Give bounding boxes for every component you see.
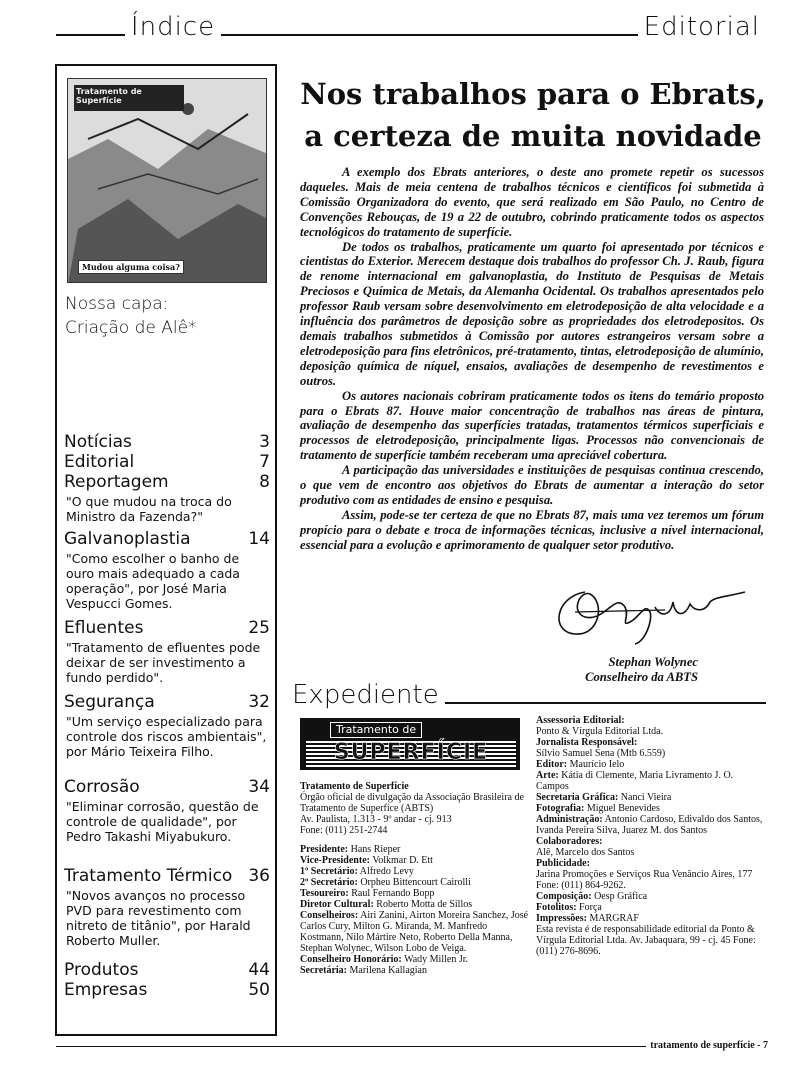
editorial-paragraph: Assim, pode-se ter certeza de que no Ebrats 87, mais uma vez teremos um fórum propício para o debate e troca de informações técnicas, inclusive a nível internacional, essencial para a evolução e aprimoramento de qualquer setor produtivo.	[300, 507, 764, 552]
toc-title: Empresas	[64, 980, 148, 1000]
header-rule	[288, 34, 638, 36]
toc-page: 36	[248, 866, 270, 886]
toc-item[interactable]	[64, 866, 270, 948]
toc-title: Editorial	[64, 452, 135, 472]
index-header	[56, 8, 290, 42]
masthead-line: Impressões: MARGRAF	[536, 913, 639, 924]
toc-page: 34	[248, 777, 270, 797]
cover-label: Nossa capa:	[65, 294, 169, 314]
masthead-line: Conselheiro Honorário: Wady Millen Jr.	[300, 954, 469, 965]
editorial-paragraph: A exemplo dos Ebrats anteriores, o deste ano promete repetir os sucessos daqueles. Mais de meia centena de trabalhos técnicos e científicos foi submetida à Comissão Organizadora do evento, que será realizado em São Paulo, no Centro de Convenções Rebouças, de 19 a 22 de outubro, cobrindo praticamente todos os aspectos tecnológicos do tratamento de superfície.	[300, 165, 764, 239]
toc-desc: "Novos avanços no processo PVD para revestimento com nitreto de titânio", por Harald Roberto Muller.	[66, 888, 251, 948]
masthead-line: Secretaria Gráfica: Nanci Vieira	[536, 792, 672, 803]
header-rule	[445, 702, 766, 704]
masthead-line: Vice-Presidente: Volkmar D. Ett	[300, 855, 433, 866]
footer-folio: tratamento de superfície - 7	[650, 1040, 768, 1051]
toc-item[interactable]	[64, 777, 270, 844]
cover-caption: Mudou alguma coisa?	[78, 260, 184, 274]
footer-rule	[56, 1046, 646, 1047]
toc-item[interactable]	[64, 980, 270, 1000]
toc-title: Corrosão	[64, 777, 140, 797]
masthead-line: Conselheiros: Airi Zanini, Airton Moreira Sanchez, José Carlos Cury, Milton G. Miranda, M. Manfredo Kostmann, Nilo Mártire Neto, Roberto Della Manna, Stephan Wolynec, Wilson Lobo de Veiga.	[300, 910, 529, 954]
masthead-line: Colaboradores: Alê, Marcelo dos Santos	[536, 836, 635, 858]
cover-credit: Criação de Alê*	[65, 318, 197, 338]
toc-page: 7	[259, 452, 270, 472]
masthead-column-right	[536, 715, 766, 957]
toc-desc: "Tratamento de efluentes pode deixar de ser investimento a fundo perdido".	[66, 640, 261, 685]
masthead-line: Órgão oficial de divulgação da Associação Brasileira de Tratamento de Superfíce (ABTS)	[300, 792, 524, 814]
toc-item[interactable]	[64, 529, 270, 611]
expediente-title: Expediente	[292, 680, 439, 710]
page-footer	[56, 1040, 768, 1051]
toc-item[interactable]	[64, 452, 270, 472]
masthead-line: Esta revista é de responsabilidade editorial da Ponto & Vírgula Editorial Ltda. Av. Jabaquara, 99 - cj. 45 Fone: (011) 276-8696.	[536, 924, 756, 957]
editorial-paragraph: De todos os trabalhos, praticamente um quarto foi apresentado por técnicos e cientistas do Exterior. Merecem destaque dois trabalhos do professor Ch. J. Raub, figura de renome internacional em galvanoplastia, do Instituto de Pesquisas de Metais Preciosos e Química de Metais, da Alemanha Ocidental. Os trabalhos apresentados pelo professor Raub versam sobre desenvolvimento em eletrodeposição de alta velocidade e a influência dos parâmetros de deposição sobre as propriedades dos eletrodepositos. Os demais trabalhos submetidos à Comissão por autores estrangeiros versam sobre a eletrodeposição para fins eletrônicos, pré-tratamento, tintas, eletrodeposição de alumínio, deposição química de níquel, ensaios, avaliações de desempenho de revestimentos e outros.	[300, 239, 764, 388]
toc-item[interactable]	[64, 618, 270, 685]
masthead-line: Fotolitos: Força	[536, 902, 602, 913]
cover-thumbnail	[67, 78, 267, 283]
editorial-headline	[300, 76, 766, 154]
index-panel	[55, 64, 277, 1036]
masthead-line: Tesoureiro: Raul Fernando Bopp	[300, 888, 435, 899]
headline-line-2: a certeza de muita novidade	[304, 119, 762, 153]
editorial-paragraph: Os autores nacionais cobriram praticamente todos os itens do temário proposto para o Ebrats 87. Houve maior concentração de trabalhos nas áreas de pintura, avaliação de desempenho das superfícies tratadas, tratamentos térmicos superficiais e processos de eletrodeposição, principalmente ligas. Processos não convencionais de tratamento de superfície também receberam uma apreciável cobertura.	[300, 388, 764, 463]
masthead-line: 1º Secretário: Alfredo Levy	[300, 866, 414, 877]
expediente-header	[292, 676, 766, 710]
toc-desc: "Eliminar corrosão, questão de controle de qualidade", por Pedro Takashi Miyabukuro.	[66, 799, 259, 844]
masthead-line: Administração: Antonio Cardoso, Edivaldo dos Santos, Ivanda Pereira Silva, Juarez M. dos Santos	[536, 814, 763, 836]
masthead-line: Arte: Kátia di Clemente, Maria Livramento J. O. Campos	[536, 770, 734, 792]
toc-page: 32	[248, 692, 270, 712]
masthead-line: 2º Secretário: Orpheu Bittencourt Cairolli	[300, 877, 471, 888]
toc-desc: "Um serviço especializado para controle dos riscos ambientais", por Mário Teixeira Filho.	[66, 714, 267, 759]
toc-title: Notícias	[64, 432, 132, 452]
toc-item[interactable]	[64, 432, 270, 452]
toc-desc: "Como escolher o banho de ouro mais adequado a cada operação", por José Maria Vespucci Gomes.	[66, 551, 240, 611]
editorial-body	[300, 165, 764, 553]
masthead-line: Fone: (011) 251-2744	[300, 825, 388, 836]
magazine-logo	[300, 718, 520, 770]
toc-desc: "O que mudou na troca do Ministro da Fazenda?"	[66, 494, 232, 524]
toc-title: Tratamento Térmico	[64, 866, 233, 886]
toc-page: 8	[259, 472, 270, 492]
toc-page: 25	[248, 618, 270, 638]
masthead-line: Publicidade: Jarina Promoções e Serviços Rua Venâncio Aires, 177 Fone: (011) 864-9262.	[536, 858, 753, 891]
toc-title: Galvanoplastia	[64, 529, 191, 549]
header-rule	[221, 34, 290, 36]
handwritten-signature	[545, 572, 755, 650]
toc-title: Produtos	[64, 960, 139, 980]
toc-title: Efluentes	[64, 618, 144, 638]
masthead-line: Assessoria Editorial: Ponto & Vírgula Editorial Ltda.	[536, 715, 664, 737]
toc-item[interactable]	[64, 472, 270, 524]
masthead-column-left	[300, 781, 530, 976]
headline-line-1: Nos trabalhos para o Ebrats,	[300, 77, 766, 111]
toc-page: 3	[259, 432, 270, 452]
toc-page: 14	[248, 529, 270, 549]
masthead-line: Tratamento de Superfície	[300, 781, 409, 792]
masthead-line: Fotografia: Miguel Benevides	[536, 803, 660, 814]
masthead-line: Jornalista Responsável: Sílvio Samuel Sena (Mtb 6.559)	[536, 737, 666, 759]
logo-main-text: SUPERFÍCIE	[306, 739, 516, 767]
masthead-line: Diretor Cultural: Roberto Motta de Sillos	[300, 899, 473, 910]
editorial-header	[288, 8, 766, 42]
toc-item[interactable]	[64, 692, 270, 759]
masthead-line: Composição: Oesp Gráfica	[536, 891, 648, 902]
masthead-line: Secretária: Marilena Kallagian	[300, 965, 427, 976]
index-title: Índice	[130, 12, 216, 42]
masthead-line: Editor: Maurício Ielo	[536, 759, 625, 770]
masthead-line: Presidente: Hans Rieper	[300, 844, 401, 855]
logo-top-text: Tratamento de	[330, 722, 422, 738]
signer-role: Conselheiro da ABTS	[585, 670, 698, 684]
toc-page: 50	[248, 980, 270, 1000]
masthead-line: Av. Paulista, 1.313 - 9º andar - cj. 913	[300, 814, 452, 825]
toc-title: Segurança	[64, 692, 155, 712]
editorial-title: Editorial	[643, 12, 760, 42]
signer-name: Stephan Wolynec	[608, 655, 698, 669]
toc-title: Reportagem	[64, 472, 169, 492]
cover-title: Tratamento de Superfície	[74, 85, 184, 111]
toc-item[interactable]	[64, 960, 270, 980]
header-rule	[56, 34, 125, 36]
editorial-paragraph: A participação das universidades e instituições de pesquisas continua crescendo, o que vem de encontro aos objetivos do Ebrats de aumentar a interação do setor produtivo com as entidades de ensino e pesquisa.	[300, 463, 764, 507]
toc-page: 44	[248, 960, 270, 980]
